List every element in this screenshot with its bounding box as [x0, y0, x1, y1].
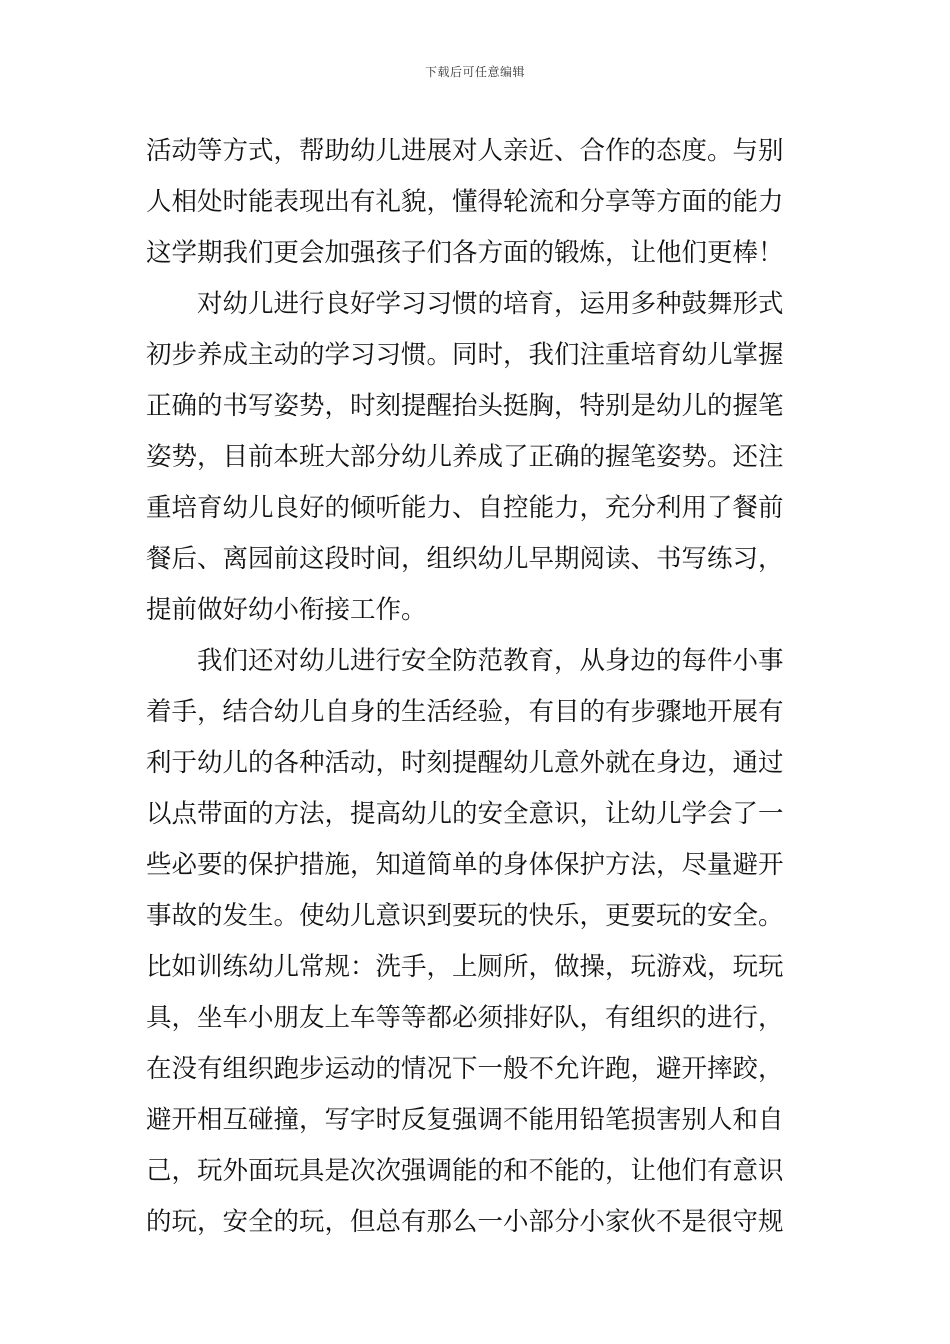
page-header-note: 下载后可任意编辑: [424, 65, 525, 79]
text-line: 我们还对幼儿进行安全防范教育，从身边的每件小事: [197, 646, 784, 676]
text-line: 避开相互碰撞，写字时反复强调不能用铅笔损害别人和自: [146, 1105, 784, 1135]
text-line: 己，玩外面玩具是次次强调能的和不能的，让他们有意识: [146, 1156, 784, 1186]
text-line: 以点带面的方法，提高幼儿的安全意识，让幼儿学会了一: [146, 799, 784, 829]
text-line: 的玩，安全的玩，但总有那么一小部分小家伙不是很守规: [146, 1207, 784, 1237]
text-line: 对幼儿进行良好学习习惯的培育，运用多种鼓舞形式: [197, 289, 784, 319]
text-line: 事故的发生。使幼儿意识到要玩的快乐，更要玩的安全。: [146, 901, 784, 931]
text-line: 姿势，目前本班大部分幼儿养成了正确的握笔姿势。还注: [146, 442, 784, 472]
text-line: 活动等方式，帮助幼儿进展对人亲近、合作的态度。与别: [146, 136, 784, 166]
text-line: 比如训练幼儿常规：洗手，上厕所，做操，玩游戏，玩玩: [146, 952, 784, 982]
text-line: 着手，结合幼儿自身的生活经验，有目的有步骤地开展有: [146, 697, 784, 727]
text-line: 餐后、离园前这段时间，组织幼儿早期阅读、书写练习，: [146, 544, 784, 574]
paragraph-3: [146, 636, 808, 1248]
paragraph-2: [146, 279, 808, 636]
text-line: 提前做好幼小衔接工作。: [146, 595, 427, 625]
paragraph-1: [146, 126, 808, 279]
text-line: 初步养成主动的学习习惯。同时，我们注重培育幼儿掌握: [146, 340, 784, 370]
text-line: 具，坐车小朋友上车等等都必须排好队，有组织的进行，: [146, 1003, 784, 1033]
text-line: 在没有组织跑步运动的情况下一般不允许跑，避开摔跤，: [146, 1054, 784, 1084]
text-line: 重培育幼儿良好的倾听能力、自控能力，充分利用了餐前: [146, 493, 784, 523]
text-line: 人相处时能表现出有礼貌，懂得轮流和分享等方面的能力: [146, 187, 784, 217]
text-line: 些必要的保护措施，知道简单的身体保护方法，尽量避开: [146, 850, 784, 880]
text-line: 利于幼儿的各种活动，时刻提醒幼儿意外就在身边，通过: [146, 748, 784, 778]
text-line: 正确的书写姿势，时刻提醒抬头挺胸，特别是幼儿的握笔: [146, 391, 784, 421]
text-line: 这学期我们更会加强孩子们各方面的锻炼，让他们更棒！: [146, 238, 784, 268]
document-body: [146, 126, 808, 1248]
